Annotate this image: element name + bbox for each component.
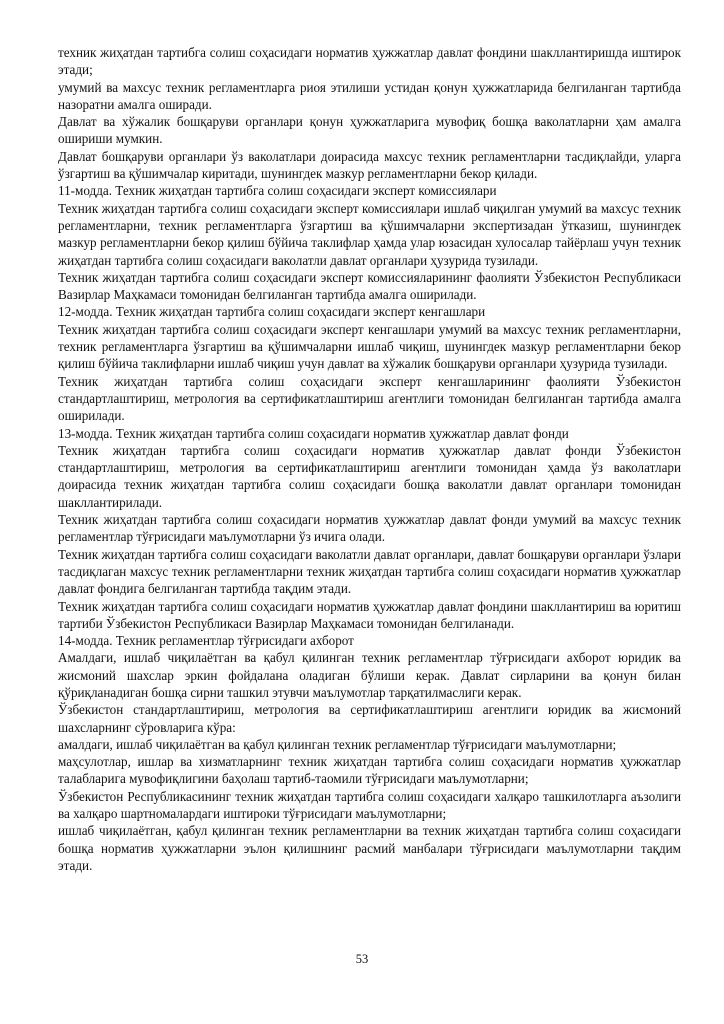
paragraph: Давлат бошқаруви органлари ўз ваколатлари доирасида махсус техник регламентларни тасдиқлайди, уларга ўзгартиш ва қўшимчалар киритади, шунингдек мазкур регламентларни бекор қилади. <box>58 148 681 182</box>
paragraph: Техник жиҳатдан тартибга солиш соҳасидаги эксперт кенгашлари умумий ва махсус техник регламентларни, техник регламентларга ўзгартиш ва қўшимчаларни ишлаб чиқиш, шунингдек мазкур регламентларни бекор қилиш бўйича таклифларни ишлаб чиқиш учун давлат ва хўжалик бошқаруви органлари ҳузурида тузилади. <box>58 321 681 372</box>
paragraph: Техник жиҳатдан тартибга солиш соҳасидаги эксперт кенгашларининг фаолияти Ўзбекистон стандартлаштириш, метрология ва сертификатлаштириш агентлиги томонидан белгиланган тартибда амалга оширилади. <box>58 373 681 424</box>
page-number: 53 <box>355 952 369 966</box>
paragraph: Давлат ва хўжалик бошқаруви органлари қонун ҳужжатларига мувофиқ бошқа ваколатларни ҳам амалга ошириши мумкин. <box>58 114 681 147</box>
paragraph: Техник жиҳатдан тартибга солиш соҳасидаги норматив ҳужжатлар давлат фондини шакллантириш ва юритиш тартиби Ўзбекистон Республикаси Вазирлар Маҳкамаси томонидан белгиланади. <box>58 598 681 631</box>
paragraph: ишлаб чиқилаётган, қабул қилинган техник регламентларни ва техник жиҳатдан тартибга солиш соҳасидаги бошқа норматив ҳужжатларни эълон қилишнинг расмий манбалари тўғрисидаги маълумотларни тақдим этади. <box>58 823 681 873</box>
paragraph: Амалдаги, ишлаб чиқилаётган ва қабул қилинган техник регламентлар тўғрисидаги ахборот юридик ва жисмоний шахслар эркин фойдалана оладиган бўлиши керак. Давлат сирларини ва қонун билан қўриқланадиган бошқа сирни ташкил этувчи маълумотлар тарқатилмаслиги керак. <box>58 650 681 700</box>
paragraph: Ўзбекистон стандартлаштириш, метрология ва сертификатлаштириш агентлиги юридик ва жисмоний шахсларнинг сўровларига кўра: <box>58 702 681 735</box>
paragraph: Техник жиҳатдан тартибга солиш соҳасидаги ваколатли давлат органлари, давлат бошқаруви органлари ўзлари тасдиқлаган махсус техник регламентларни техник жиҳатдан тартибга солиш соҳасидаги норматив ҳужжатлар давлат фондига белгиланган тартибда тақдим этади. <box>58 546 681 597</box>
paragraph: Техник жиҳатдан тартибга солиш соҳасидаги эксперт комиссияларининг фаолияти Ўзбекистон Республикаси Вазирлар Маҳкамаси томонидан белгиланган тартибда амалга оширилади. <box>58 269 681 303</box>
article-13-heading: 13-модда. Техник жиҳатдан тартибга солиш соҳасидаги норматив ҳужжатлар давлат фонди <box>58 425 569 441</box>
paragraph: Ўзбекистон Республикасининг техник жиҳатдан тартибга солиш соҳасидаги халқаро ташкилотларга аъзолиги ва халқаро шартномалардаги иштироки тўғрисидаги маълумотларни; <box>58 788 681 822</box>
paragraph: амалдаги, ишлаб чиқилаётган ва қабул қилинган техник регламентлар тўғрисидаги маълумотларни; <box>58 736 617 752</box>
paragraph: Техник жиҳатдан тартибга солиш соҳасидаги норматив ҳужжатлар давлат фонди умумий ва махсус техник регламентлар тўғрисидаги маълумотларни ўз ичига олади. <box>58 512 681 545</box>
paragraph: маҳсулотлар, ишлар ва хизматларнинг техник жиҳатдан тартибга солиш соҳасидаги норматив ҳужжатлар талабларига мувофиқлигини баҳолаш тартиб-таомили тўғрисидаги маълумотларни; <box>58 754 681 787</box>
paragraph: Техник жиҳатдан тартибга солиш соҳасидаги эксперт комиссиялари ишлаб чиқилган умумий ва махсус техник регламентларни, техник регламентларга ўзгартиш ва қўшимчаларни экспертизадан ўтказиш, шунингдек мазкур регламентларни бекор қилиш бўйича таклифлар ҳамда улар юзасидан хулосалар тайёрлаш учун техник жиҳатдан тартибга солиш соҳасидаги ваколатли давлат органлари ҳузурида тузилади. <box>58 200 681 268</box>
paragraph: умумий ва махсус техник регламентларга риоя этилиши устидан қонун ҳужжатларида белгиланган тартибда назоратни амалга оширади. <box>58 79 681 112</box>
article-14-heading: 14-модда. Техник регламентлар тўғрисидаги ахборот <box>58 633 354 649</box>
paragraph: техник жиҳатдан тартибга солиш соҳасидаги норматив ҳужжатлар давлат фондини шакллантиришда иштирок этади; <box>58 45 681 78</box>
article-11-heading: 11-модда. Техник жиҳатдан тартибга солиш соҳасидаги эксперт комиссиялари <box>58 183 497 199</box>
page-body <box>58 44 681 874</box>
article-12-heading: 12-модда. Техник жиҳатдан тартибга солиш соҳасидаги эксперт кенгашлари <box>58 304 486 320</box>
paragraph: Техник жиҳатдан тартибга солиш соҳасидаги норматив ҳужжатлар давлат фонди Ўзбекистон стандартлаштириш, метрология ва сертификатлаштириш агентлиги томонидан ҳамда ўз ваколатлари доирасида техник жиҳатдан тартибга солиш соҳасидаги бошқа ваколатли давлат органлари томонидан шакллантирилади. <box>58 442 681 510</box>
